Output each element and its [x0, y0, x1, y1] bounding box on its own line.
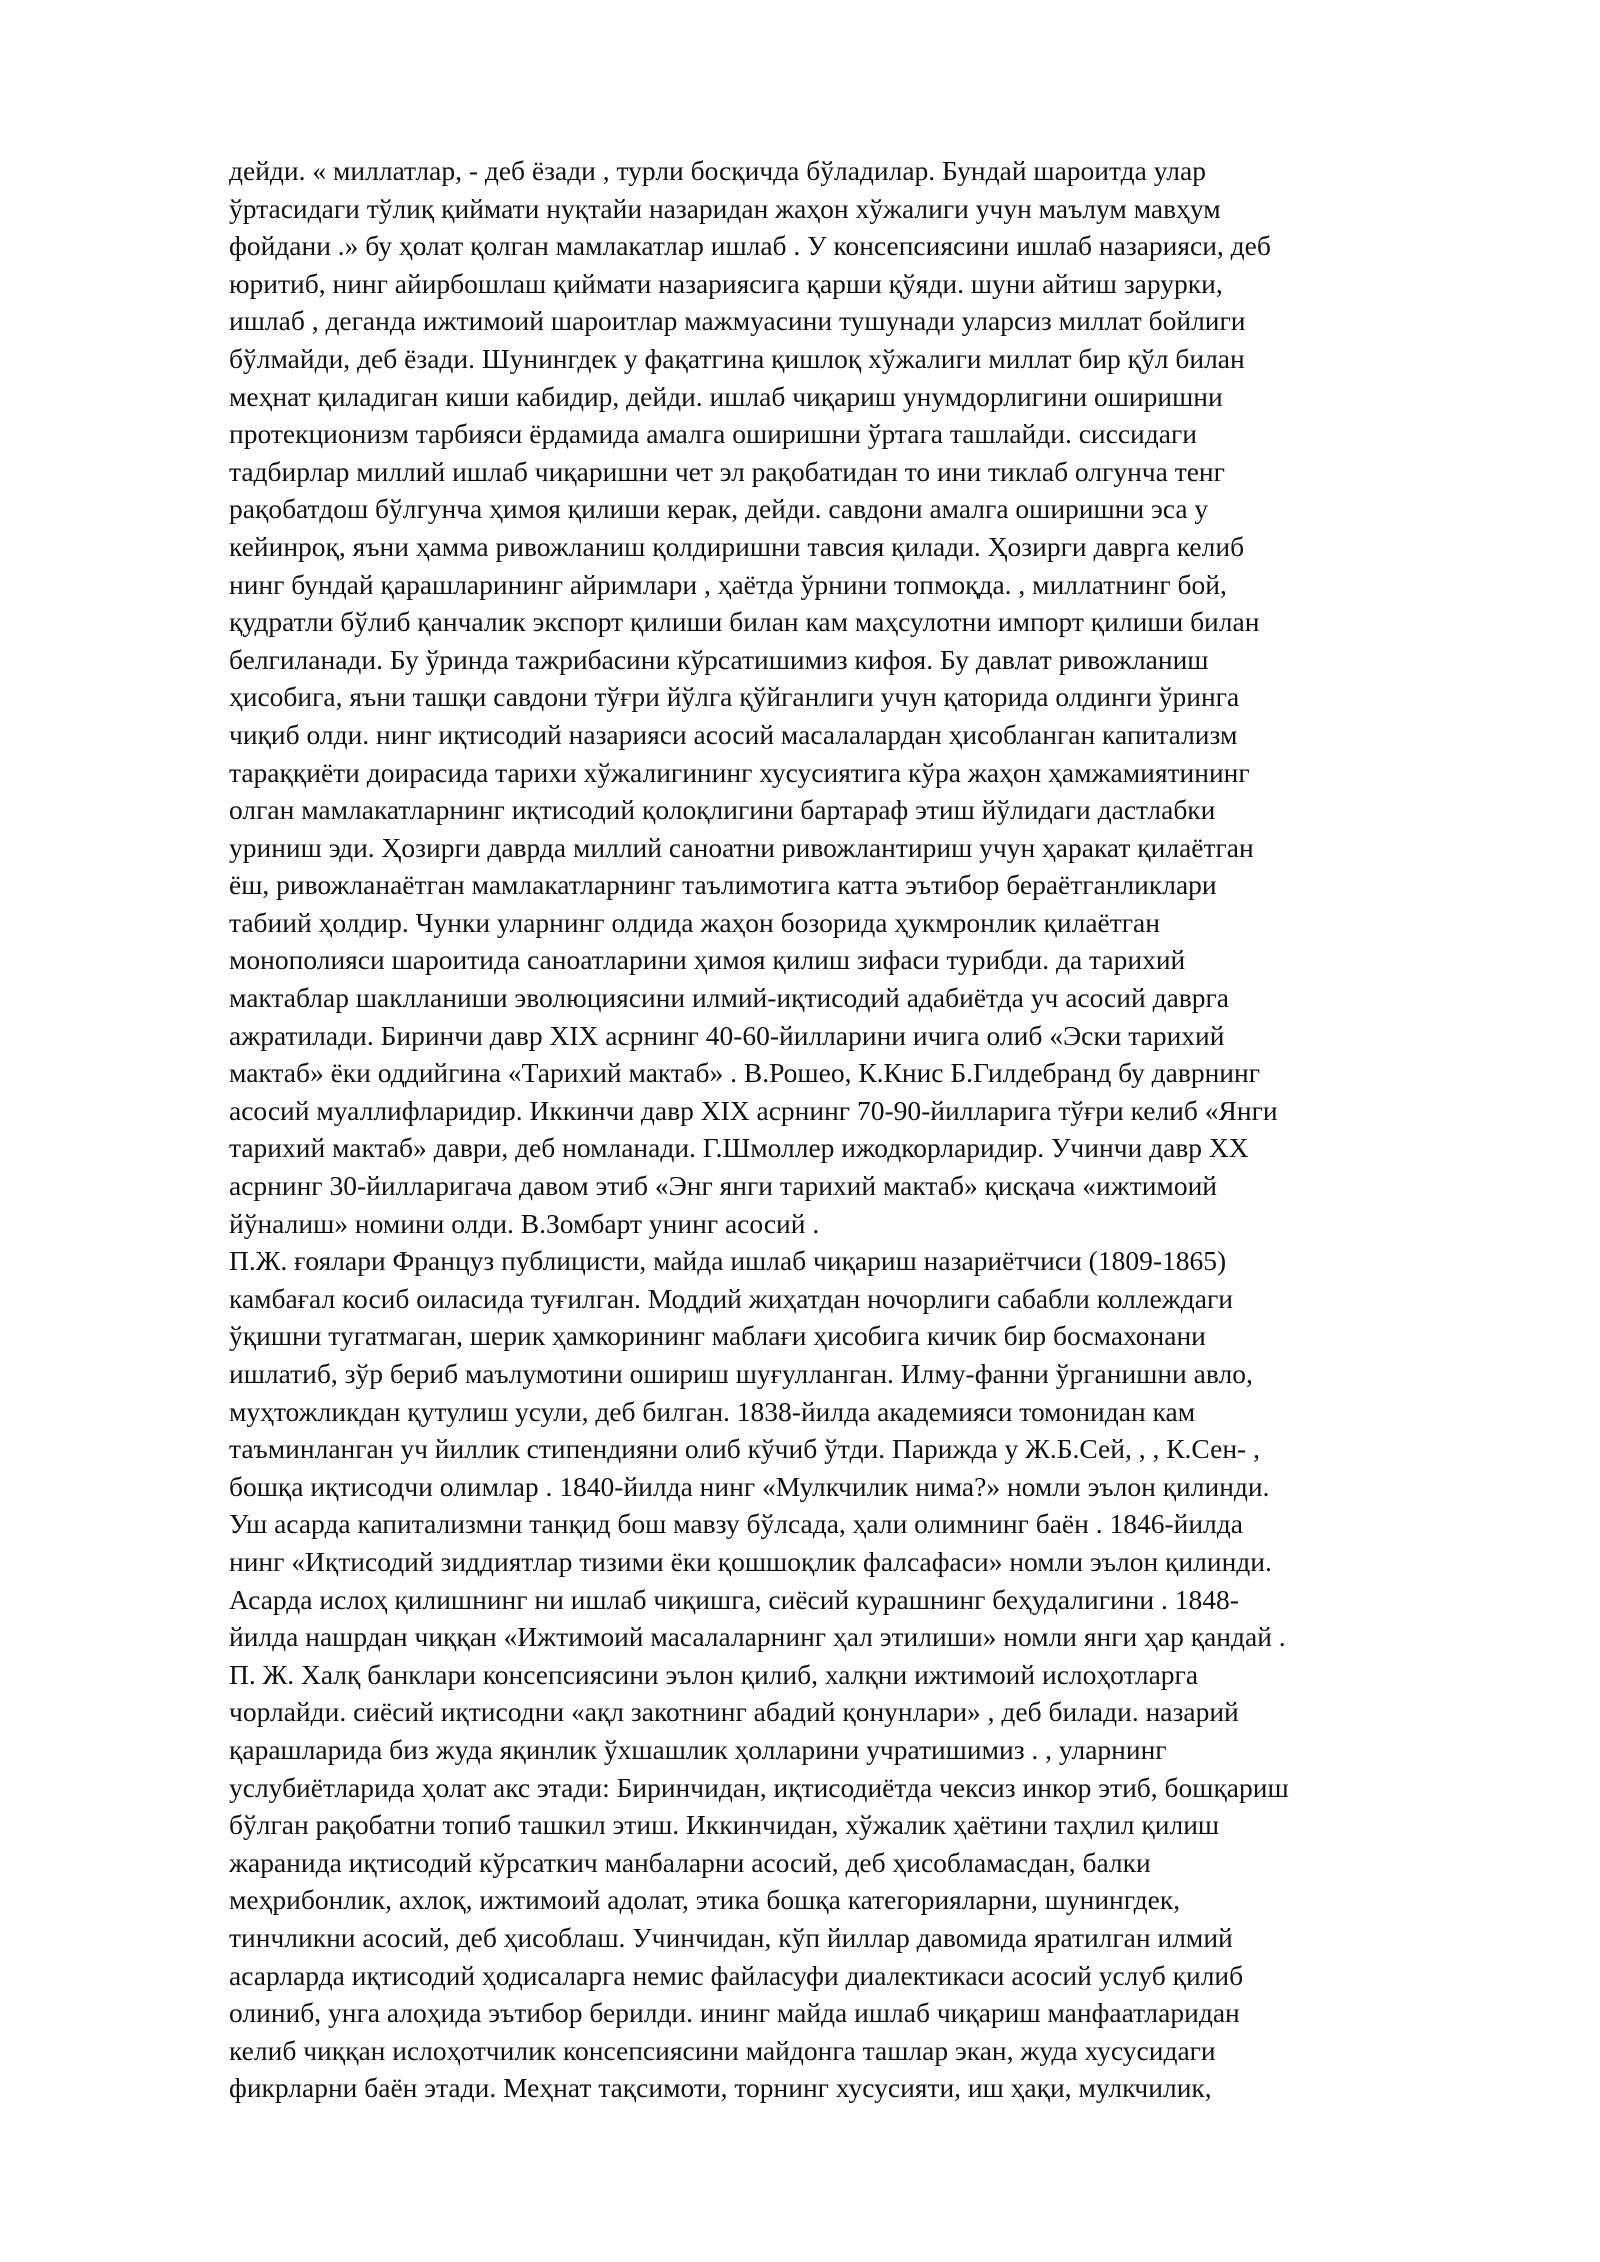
text-line: таъминланган уч йиллик стипендияни олиб кўчиб ўтди. Парижда у Ж.Б.Сей, , , К.Сен- , — [229, 1433, 1260, 1465]
text-line: мактаб» ёки оддийгина «Тарихий мактаб» . В.Рошео, К.Книс Б.Гилдебранд бу даврнинг — [229, 1057, 1261, 1089]
text-line: келиб чиққан ислоҳотчилик консепсиясини майдонга ташлар экан, жуда хусусидаги — [229, 2034, 1216, 2066]
text-line: асарларда иқтисодий ҳодисаларга немис файласуфи диалектикаси асосий услуб қилиб — [229, 1959, 1244, 1991]
text-line: йўналиш» номини олди. В.Зомбарт унинг асосий . — [229, 1207, 820, 1239]
text-line: протекционизм тарбияси ёрдамида амалга оширишни ўртага ташлайди. сиссидаги — [229, 418, 1197, 450]
text-line: услубиётларида ҳолат акс этади: Биринчидан, иқтисодиётда чексиз инкор этиб, бошқариш — [229, 1771, 1289, 1803]
text-line: камбағал косиб оиласида туғилган. Моддий жиҳатдан ночорлиги сабабли коллеждаги — [229, 1282, 1233, 1314]
text-line: тинчликни асосий, деб ҳисоблаш. Учинчидан, кўп йиллар давомида яратилган илмий — [229, 1921, 1233, 1953]
text-line: фикрларни баён этади. Меҳнат тақсимоти, торнинг хусусияти, иш ҳақи, мулкчилик, — [229, 2072, 1212, 2104]
text-line: жаранида иқтисодий кўрсаткич манбаларни асосий, деб ҳисобламасдан, балки — [229, 1846, 1151, 1878]
text-line: бошқа иқтисодчи олимлар . 1840-йилда нинг «Мулкчилик нима?» номли эълон қилинди. — [229, 1470, 1270, 1502]
text-line: юритиб, нинг айирбошлаш қиймати назариясига қарши қўяди. шуни айтиш зарурки, — [229, 267, 1223, 299]
text-line: Асарда ислоҳ қилишнинг ни ишлаб чиқишга, сиёсий курашнинг беҳудалигини . 1848- — [229, 1583, 1239, 1615]
text-line: муҳтожликдан қутулиш усули, деб билган. 1838-йилда академияси томонидан кам — [229, 1395, 1196, 1427]
text-line: ўқишни тугатмаган, шерик ҳамкорининг маблағи ҳисобига кичик бир босмахонани — [229, 1320, 1206, 1352]
text-line: уриниш эди. Ҳозирги даврда миллий саноатни ривожлантириш учун ҳаракат қилаётган — [229, 831, 1254, 863]
text-line: кейинроқ, яъни ҳамма ривожланиш қолдиришни тавсия қилади. Ҳозирги даврга келиб — [229, 530, 1245, 562]
text-line: ишлаб , деганда ижтимоий шароитлар мажмуасини тушунади уларсиз миллат бойлиги — [229, 305, 1246, 337]
text-line: ишлатиб, зўр бериб маълумотини ошириш шуғулланган. Илму-фанни ўрганишни авло, — [229, 1358, 1253, 1389]
text-line: олган мамлакатларнинг иқтисодий қолоқлигини бартараф этиш йўлидаги дастлабки — [229, 794, 1216, 826]
text-line: йилда нашрдан чиққан «Ижтимоий масалаларнинг ҳал этилиши» номли янги ҳар қандай . — [229, 1621, 1286, 1653]
text-line: нинг бундай қарашларининг айримлари , ҳаётда ўрнини топмоқда. , миллатнинг бой, — [229, 568, 1227, 600]
text-line: қарашларида биз жуда яқинлик ўхшашлик ҳолларини учратишимиз . , уларнинг — [229, 1733, 1167, 1765]
text-line: монополияси шароитида саноатларини ҳимоя қилиш зифаси турибди. да тарихий — [229, 944, 1186, 976]
text-line: меҳрибонлик, ахлоқ, ижтимоий адолат, этика бошқа категорияларни, шунингдек, — [229, 1884, 1181, 1916]
text-line: асрнинг 30-йилларигача давом этиб «Энг янги тарихий мактаб» қисқача «ижтимоий — [229, 1170, 1218, 1202]
text-line: табиий ҳолдир. Чунки уларнинг олдида жаҳон бозорида ҳукмронлик қилаётган — [229, 906, 1160, 938]
text-line: П. Ж. Халқ банклари консепсиясини эълон қилиб, халқни ижтимоий ислоҳотларга — [229, 1658, 1199, 1690]
text-line: ажратилади. Биринчи давр XIX асрнинг 40-60-йилларини ичига олиб «Эски тарихий — [229, 1019, 1225, 1051]
text-line: рақобатдош бўлгунча ҳимоя қилиши керак, дейди. савдони амалга оширишни эса у — [229, 493, 1209, 525]
text-line: белгиланади. Бу ўринда тажрибасини кўрсатишимиз кифоя. Бу давлат ривожланиш — [229, 643, 1209, 675]
text-line: меҳнат қиладиган киши кабидир, дейди. ишлаб чиқариш унумдорлигини оширишни — [229, 380, 1223, 412]
text-line: тараққиёти доирасида тарихи хўжалигининг хусусиятига кўра жаҳон ҳамжамиятининг — [229, 756, 1250, 788]
text-line: ёш, ривожланаётган мамлакатларнинг таълимотига катта эътибор бераётганликлари — [229, 869, 1217, 901]
text-line: бўлмайди, деб ёзади. Шунингдек у фақатгина қишлоқ хўжалиги миллат бир қўл билан — [229, 342, 1245, 374]
text-line: П.Ж. ғоялари Француз публицисти, майда ишлаб чиқариш назариётчиси (1809-1865) — [229, 1245, 1227, 1277]
text-line: ўртасидаги тўлиқ қиймати нуқтайи назаридан жаҳон хўжалиги учун маълум мавҳум — [229, 192, 1221, 224]
text-line: олиниб, унга алоҳида эътибор берилди. ининг майда ишлаб чиқариш манфаатларидан — [229, 1997, 1240, 2029]
text-line: қудратли бўлиб қанчалик экспорт қилиши билан кам маҳсулотни импорт қилиши билан — [229, 606, 1260, 638]
body-text — [229, 152, 1489, 2107]
text-line: бўлган рақобатни топиб ташкил этиш. Иккинчидан, хўжалик ҳаётини таҳлил қилиш — [229, 1809, 1220, 1841]
text-line: фойдани .» бу ҳолат қолган мамлакатлар ишлаб . У консепсиясини ишлаб назарияси, деб — [229, 230, 1271, 262]
text-line: нинг «Иқтисодий зиддиятлар тизими ёки қошшоқлик фалсафаси» номли эълон қилинди. — [229, 1545, 1272, 1577]
text-line: дейди. « миллатлар, - деб ёзади , турли босқичда бўладилар. Бундай шароитда улар — [229, 155, 1206, 186]
text-line: мактаблар шаклланиши эволюциясини илмий-иқтисодий адабиётда уч асосий даврга — [229, 982, 1229, 1014]
text-line: ҳисобига, яъни ташқи савдони тўғри йўлга қўйганлиги учун қаторида олдинги ўринга — [229, 681, 1240, 713]
text-line: асосий муаллифларидир. Иккинчи давр XIX асрнинг 70-90-йилларига тўғри келиб «Янги — [229, 1094, 1278, 1126]
text-line: тадбирлар миллий ишлаб чиқаришни чет эл рақобатидан то ини тиклаб олгунча тенг — [229, 455, 1225, 487]
text-line: чиқиб олди. нинг иқтисодий назарияси асосий масалалардан ҳисобланган капитализм — [229, 718, 1238, 750]
text-line: тарихий мактаб» даври, деб номланади. Г.Шмоллер ижодкорларидир. Учинчи давр XX — [229, 1132, 1249, 1164]
text-line: Уш асарда капитализмни танқид бош мавзу бўлсада, ҳали олимнинг баён . 1846-йилда — [229, 1508, 1243, 1540]
text-line: чорлайди. сиёсий иқтисодни «ақл закотнинг абадий қонунлари» , деб билади. назарий — [229, 1696, 1239, 1728]
